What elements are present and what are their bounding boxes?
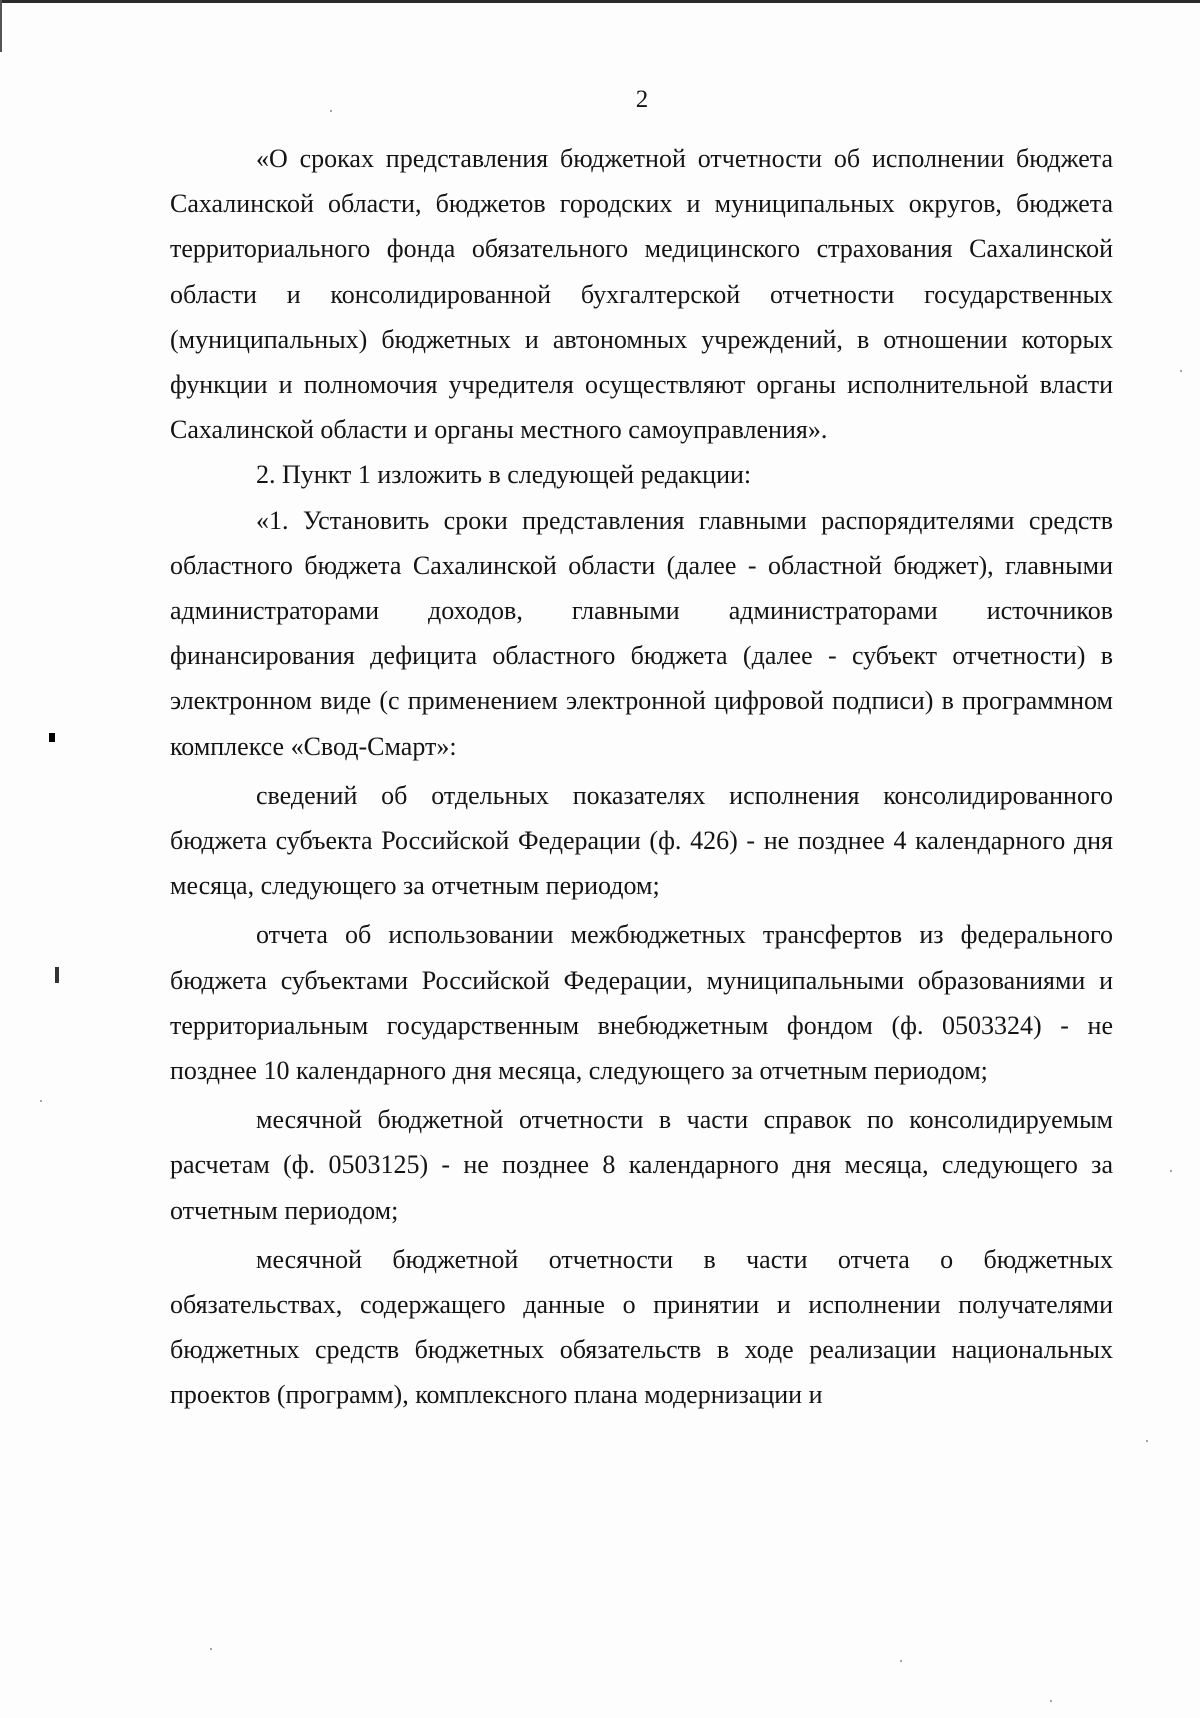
paragraph-item-2: 2. Пункт 1 изложить в следующей редакции: <box>256 460 752 490</box>
paragraph-item-1-text: «1. Установить сроки представления главными распорядителями средств областного бюджета Сахалинской области (далее - областной бюджет), главными администраторами доходов, главными администраторами источников финансирования дефицита областного бюджета (далее - субъект отчетности) в электронном виде (с применением электронной цифровой подписи) в программном комплексе «Свод-Смарт»: <box>170 505 1113 761</box>
scan-noise <box>1170 1170 1172 1172</box>
scan-noise <box>1146 1440 1148 1442</box>
scan-noise <box>210 1648 212 1650</box>
scan-noise <box>330 110 332 112</box>
paragraph-obligations-report: месячной бюджетной отчетности в части отчета о бюджетных обязательствах, содержащего данные о принятии и исполнении получателями бюджетных средств бюджетных обязательств в ходе реализации национальных проектов (программ), комплексного плана модернизации и <box>170 1244 1113 1410</box>
document-body <box>170 136 1113 1418</box>
scan-left-edge <box>0 0 2 52</box>
scan-speck <box>55 967 59 983</box>
paragraph-form-0503324: отчета об использовании межбюджетных трансфертов из федерального бюджета субъектами Российской Федерации, муниципальными образованиями и территориальным государственным внебюджетным фондом (ф. 0503324) - не позднее 10 календарного дня месяца, следующего за отчетным периодом; <box>170 920 1113 1086</box>
paragraph-form-426: сведений об отдельных показателях исполнения консолидированного бюджета субъекта Российской Федерации (ф. 426) - не позднее 4 календарного дня месяца, следующего за отчетным периодом; <box>170 780 1113 901</box>
page-number: 2 <box>635 86 649 113</box>
scan-noise <box>900 1660 902 1662</box>
paragraph-form-0503125: месячной бюджетной отчетности в части справок по консолидируемым расчетам (ф. 0503125) - не позднее 8 календарного дня месяца, следующего за отчетным периодом; <box>170 1105 1113 1225</box>
scan-noise <box>1050 1700 1052 1702</box>
paragraph-title-continuation: «О сроках представления бюджетной отчетности об исполнении бюджета Сахалинской области, бюджетов городских и муниципальных округов, бюджета территориального фонда обязательного медицинского страхования Сахалинской области и консолидированной бухгалтерской отчетности государственных (муниципальных) бюджетных и автономных учреждений, в отношении которых функции и полномочия учредителя осуществляют органы исполнительной власти Сахалинской области и органы местного самоуправления». <box>170 144 1113 445</box>
scan-noise <box>1180 370 1182 372</box>
scan-top-edge <box>0 0 1200 3</box>
scan-noise <box>40 1100 42 1102</box>
scan-speck <box>49 733 55 742</box>
